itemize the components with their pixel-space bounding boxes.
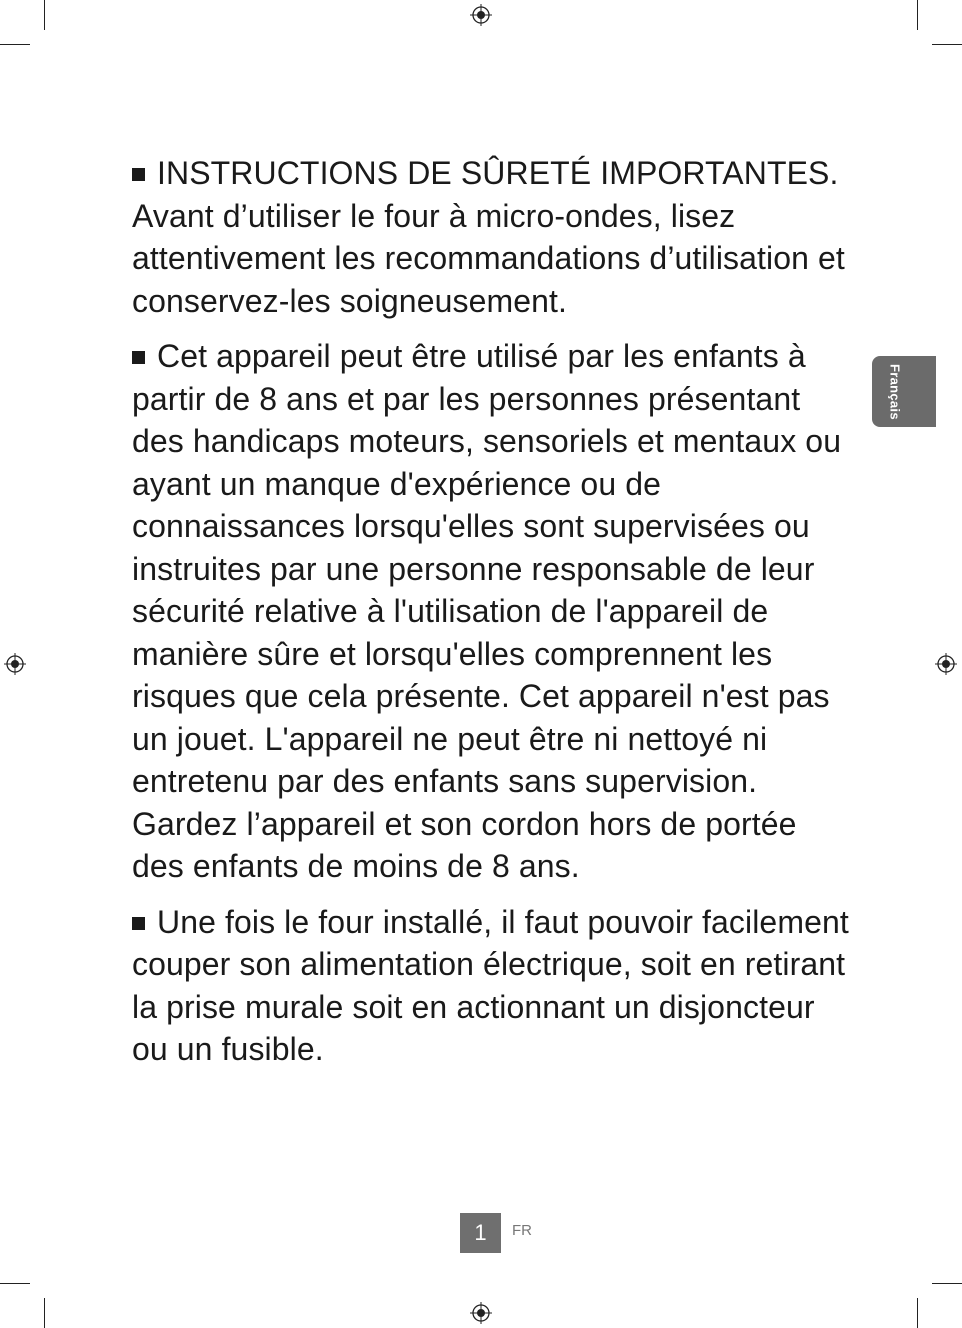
crop-mark [917,1298,918,1328]
instruction-paragraph [132,152,852,322]
instruction-paragraph [132,901,852,1071]
square-bullet-icon [132,917,145,930]
registration-mark-icon [470,4,492,26]
crop-mark [44,1298,45,1328]
registration-mark-icon [4,653,26,675]
crop-mark [932,44,962,45]
registration-mark-icon [935,653,957,675]
page-number: 1 [460,1213,501,1253]
paragraph-text: Cet appareil peut être utilisé par les enfants à partir de 8 ans et par les personnes présentant des handicaps moteurs, sensoriels et mentaux ou ayant un manque d'expérience ou de connaissances lorsqu'elles sont supervisées ou instruites par une personne responsable de leur sécurité relative à l'utilisation de l'appareil de manière sûre et lorsqu'elles comprennent les risques que cela présente. Cet appareil n'est pas un jouet. L'appareil ne peut être ni nettoyé ni entretenu par des enfants sans supervision. Gardez l’appareil et son cordon hors de portée des enfants de moins de 8 ans. [132,338,842,884]
language-side-tab [872,356,936,427]
paragraph-text: Une fois le four installé, il faut pouvoir facilement couper son alimentation électrique, soit en retirant la prise murale soit en actionnant un disjoncteur ou un fusible. [132,903,849,1067]
paragraph-text: INSTRUCTIONS DE SÛRETÉ IMPORTANTES. Avant d’utiliser le four à micro-ondes, lisez attentivement les recommandations d’utilisation et conservez-les soigneusement. [132,155,845,319]
safety-instructions [132,152,852,1084]
language-side-tab-label: Français [887,363,903,420]
crop-mark [917,0,918,30]
crop-mark [44,0,45,30]
registration-mark-icon [470,1302,492,1324]
page-language-code: FR [512,1222,532,1239]
crop-mark [932,1283,962,1284]
square-bullet-icon [132,168,145,181]
crop-mark [0,1283,30,1284]
crop-mark [0,44,30,45]
square-bullet-icon [132,351,145,364]
instruction-paragraph [132,335,852,888]
